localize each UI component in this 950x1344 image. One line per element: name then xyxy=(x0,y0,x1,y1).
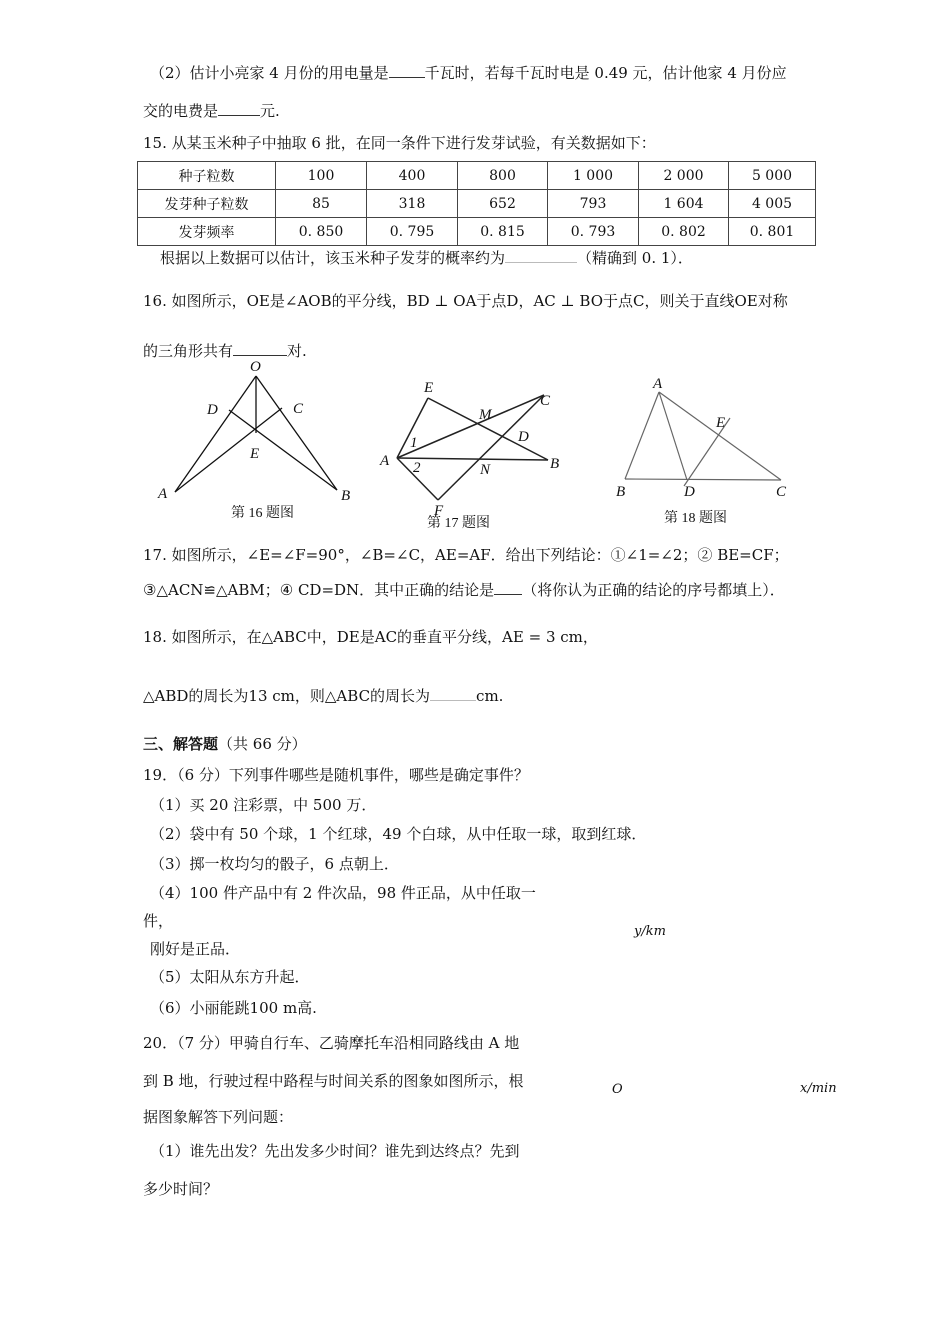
q16-line2 xyxy=(143,341,307,361)
q14-line1a: （2）估计小亮家 4 月份的用电量是 xyxy=(150,64,389,82)
fig18-labels-A: A xyxy=(653,376,663,392)
q15-after xyxy=(160,248,693,268)
q19-item: （1）买 20 注彩票，中 500 万． xyxy=(150,796,377,814)
fig17-labels-two: 2 xyxy=(413,460,421,476)
figure-17 xyxy=(397,395,548,500)
fig17-labels-F: F xyxy=(434,503,444,519)
table-row xyxy=(138,190,816,218)
q19-item: 件， xyxy=(143,912,174,930)
q15-table-2-2: 0. 795 xyxy=(367,218,458,246)
q19-item: 刚好是正品． xyxy=(150,940,241,958)
label-a: A xyxy=(158,486,168,502)
fig17-labels-N: N xyxy=(480,462,491,478)
q18-line1: 18. 如图所示，在△ABC中，DE是AC的垂直平分线，AE = 3 cm， xyxy=(143,628,598,646)
q14-line2 xyxy=(143,101,280,121)
q15-table-2-3: 0. 815 xyxy=(458,218,548,246)
fig18-labels-B: B xyxy=(616,484,626,500)
q15-table-2-0: 发芽频率 xyxy=(138,218,276,246)
section3-score: （共 66 分） xyxy=(218,735,307,753)
q15-table-0-2: 400 xyxy=(367,162,458,190)
q16-line1: 16. 如图所示，OE是∠AOB的平分线，BD ⊥ OA于点D，AC ⊥ BO于点C，则关于直线OE对称 xyxy=(143,292,788,310)
q15-after_a: 根据以上数据可以估计，该玉米种子发芽的概率约为 xyxy=(160,249,506,267)
q15-table-2-5: 0. 802 xyxy=(639,218,729,246)
q17-line1: 17. 如图所示，∠E=∠F=90°，∠B=∠C，AE=AF．给出下列结论：①∠1=∠2；② BE=CF； xyxy=(143,546,789,564)
fig18-labels-C: C xyxy=(776,484,787,500)
label-c: C xyxy=(293,401,304,417)
q15-table-2-4: 0. 793 xyxy=(548,218,639,246)
q18-line2 xyxy=(143,686,503,706)
q15-table-1-2: 318 xyxy=(367,190,458,218)
table-row xyxy=(138,162,816,190)
q19-item: （6）小丽能跳100 m高. xyxy=(150,999,317,1017)
germination-table xyxy=(137,161,816,246)
fig18-labels-D: D xyxy=(684,484,695,500)
table-row xyxy=(138,218,816,246)
label-o: O xyxy=(250,359,261,375)
q19-item: （3）掷一枚均匀的骰子，6 点朝上． xyxy=(150,855,399,873)
fig17-labels-one: 1 xyxy=(410,435,418,451)
q16-line2b: 对. xyxy=(287,342,307,360)
fig18-labels-E: E xyxy=(716,415,726,431)
q15-table-0-4: 1 000 xyxy=(548,162,639,190)
graph-origin-label: O xyxy=(612,1082,623,1097)
q14-line2a: 交的电费是 xyxy=(143,102,219,120)
q15-table-1-3: 652 xyxy=(458,190,548,218)
q15-table-0-5: 2 000 xyxy=(639,162,729,190)
q15-stem: 15. 从某玉米种子中抽取 6 批，在同一条件下进行发芽试验，有关数据如下： xyxy=(143,134,656,152)
fig17-labels-C: C xyxy=(540,393,551,409)
q20-line: 20．（7 分）甲骑自行车、乙骑摩托车沿相同路线由 A 地 xyxy=(143,1034,520,1052)
q15-table-0-0: 种子粒数 xyxy=(138,162,276,190)
q20-line: （1）谁先出发？先出发多少时间？谁先到达终点？先到 xyxy=(150,1142,520,1160)
q17-line2b: （将你认为正确的结论的序号都填上）． xyxy=(522,581,785,599)
fig16-caption: 第 16 题图 xyxy=(231,506,294,521)
label-d: D xyxy=(207,402,218,418)
q15-table-1-1: 85 xyxy=(276,190,367,218)
q18-line2a: △ABD的周长为13 cm，则△ABC的周长为 xyxy=(143,687,431,705)
fig17-caption: 第 17 题图 xyxy=(427,516,490,531)
q18-line2b: cm. xyxy=(476,687,504,705)
q20-line: 据图象解答下列问题： xyxy=(143,1108,294,1126)
figure-16 xyxy=(175,376,337,492)
section3-title: 三、解答题 xyxy=(143,735,219,753)
figure-18 xyxy=(625,392,781,486)
q14-line2b: 元. xyxy=(260,102,280,120)
section-3-heading xyxy=(143,734,307,754)
fig18-caption: 第 18 题图 xyxy=(664,511,727,526)
q17-line2a: ③△ACN≌△ABM；④ CD=DN．其中正确的结论是 xyxy=(143,581,495,599)
q19-stem: 19．（6 分）下列事件哪些是随机事件，哪些是确定事件？ xyxy=(143,766,529,784)
q15-table-1-6: 4 005 xyxy=(729,190,816,218)
q15-table-1-5: 1 604 xyxy=(639,190,729,218)
fig17-labels-E: E xyxy=(424,380,434,396)
label-b: B xyxy=(341,488,351,504)
q17-line2 xyxy=(143,580,785,600)
q16-line2a: 的三角形共有 xyxy=(143,342,234,360)
q20-line: 多少时间？ xyxy=(143,1180,219,1198)
q15-table-2-6: 0. 801 xyxy=(729,218,816,246)
label-e: E xyxy=(250,446,260,462)
q15-table-1-4: 793 xyxy=(548,190,639,218)
q15-table-2-1: 0. 850 xyxy=(276,218,367,246)
fig17-labels-M: M xyxy=(479,407,492,423)
q19-item: （5）太阳从东方升起． xyxy=(150,968,310,986)
fig17-labels-B: B xyxy=(550,456,560,472)
fig17-labels-A: A xyxy=(380,453,390,469)
q15-table-0-3: 800 xyxy=(458,162,548,190)
q14-line1b: 千瓦时，若每千瓦时电是 0.49 元，估计他家 4 月份应 xyxy=(424,64,787,82)
q14-line1 xyxy=(150,63,787,83)
q15-after_b: （精确到 0. 1）． xyxy=(577,249,693,267)
q19-item: （2）袋中有 50 个球，1 个红球，49 个白球，从中任取一球，取到红球． xyxy=(150,825,647,843)
q20-line: 到 B 地，行驶过程中路程与时间关系的图象如图所示，根 xyxy=(143,1072,524,1090)
graph-x-label: x/min xyxy=(800,1081,837,1096)
q15-table-0-6: 5 000 xyxy=(729,162,816,190)
graph-y-label: y/km xyxy=(634,924,666,939)
q15-table-0-1: 100 xyxy=(276,162,367,190)
q19-item: （4）100 件产品中有 2 件次品，98 件正品，从中任取一 xyxy=(150,884,536,902)
fig17-labels-D: D xyxy=(518,429,529,445)
q15-table-1-0: 发芽种子粒数 xyxy=(138,190,276,218)
